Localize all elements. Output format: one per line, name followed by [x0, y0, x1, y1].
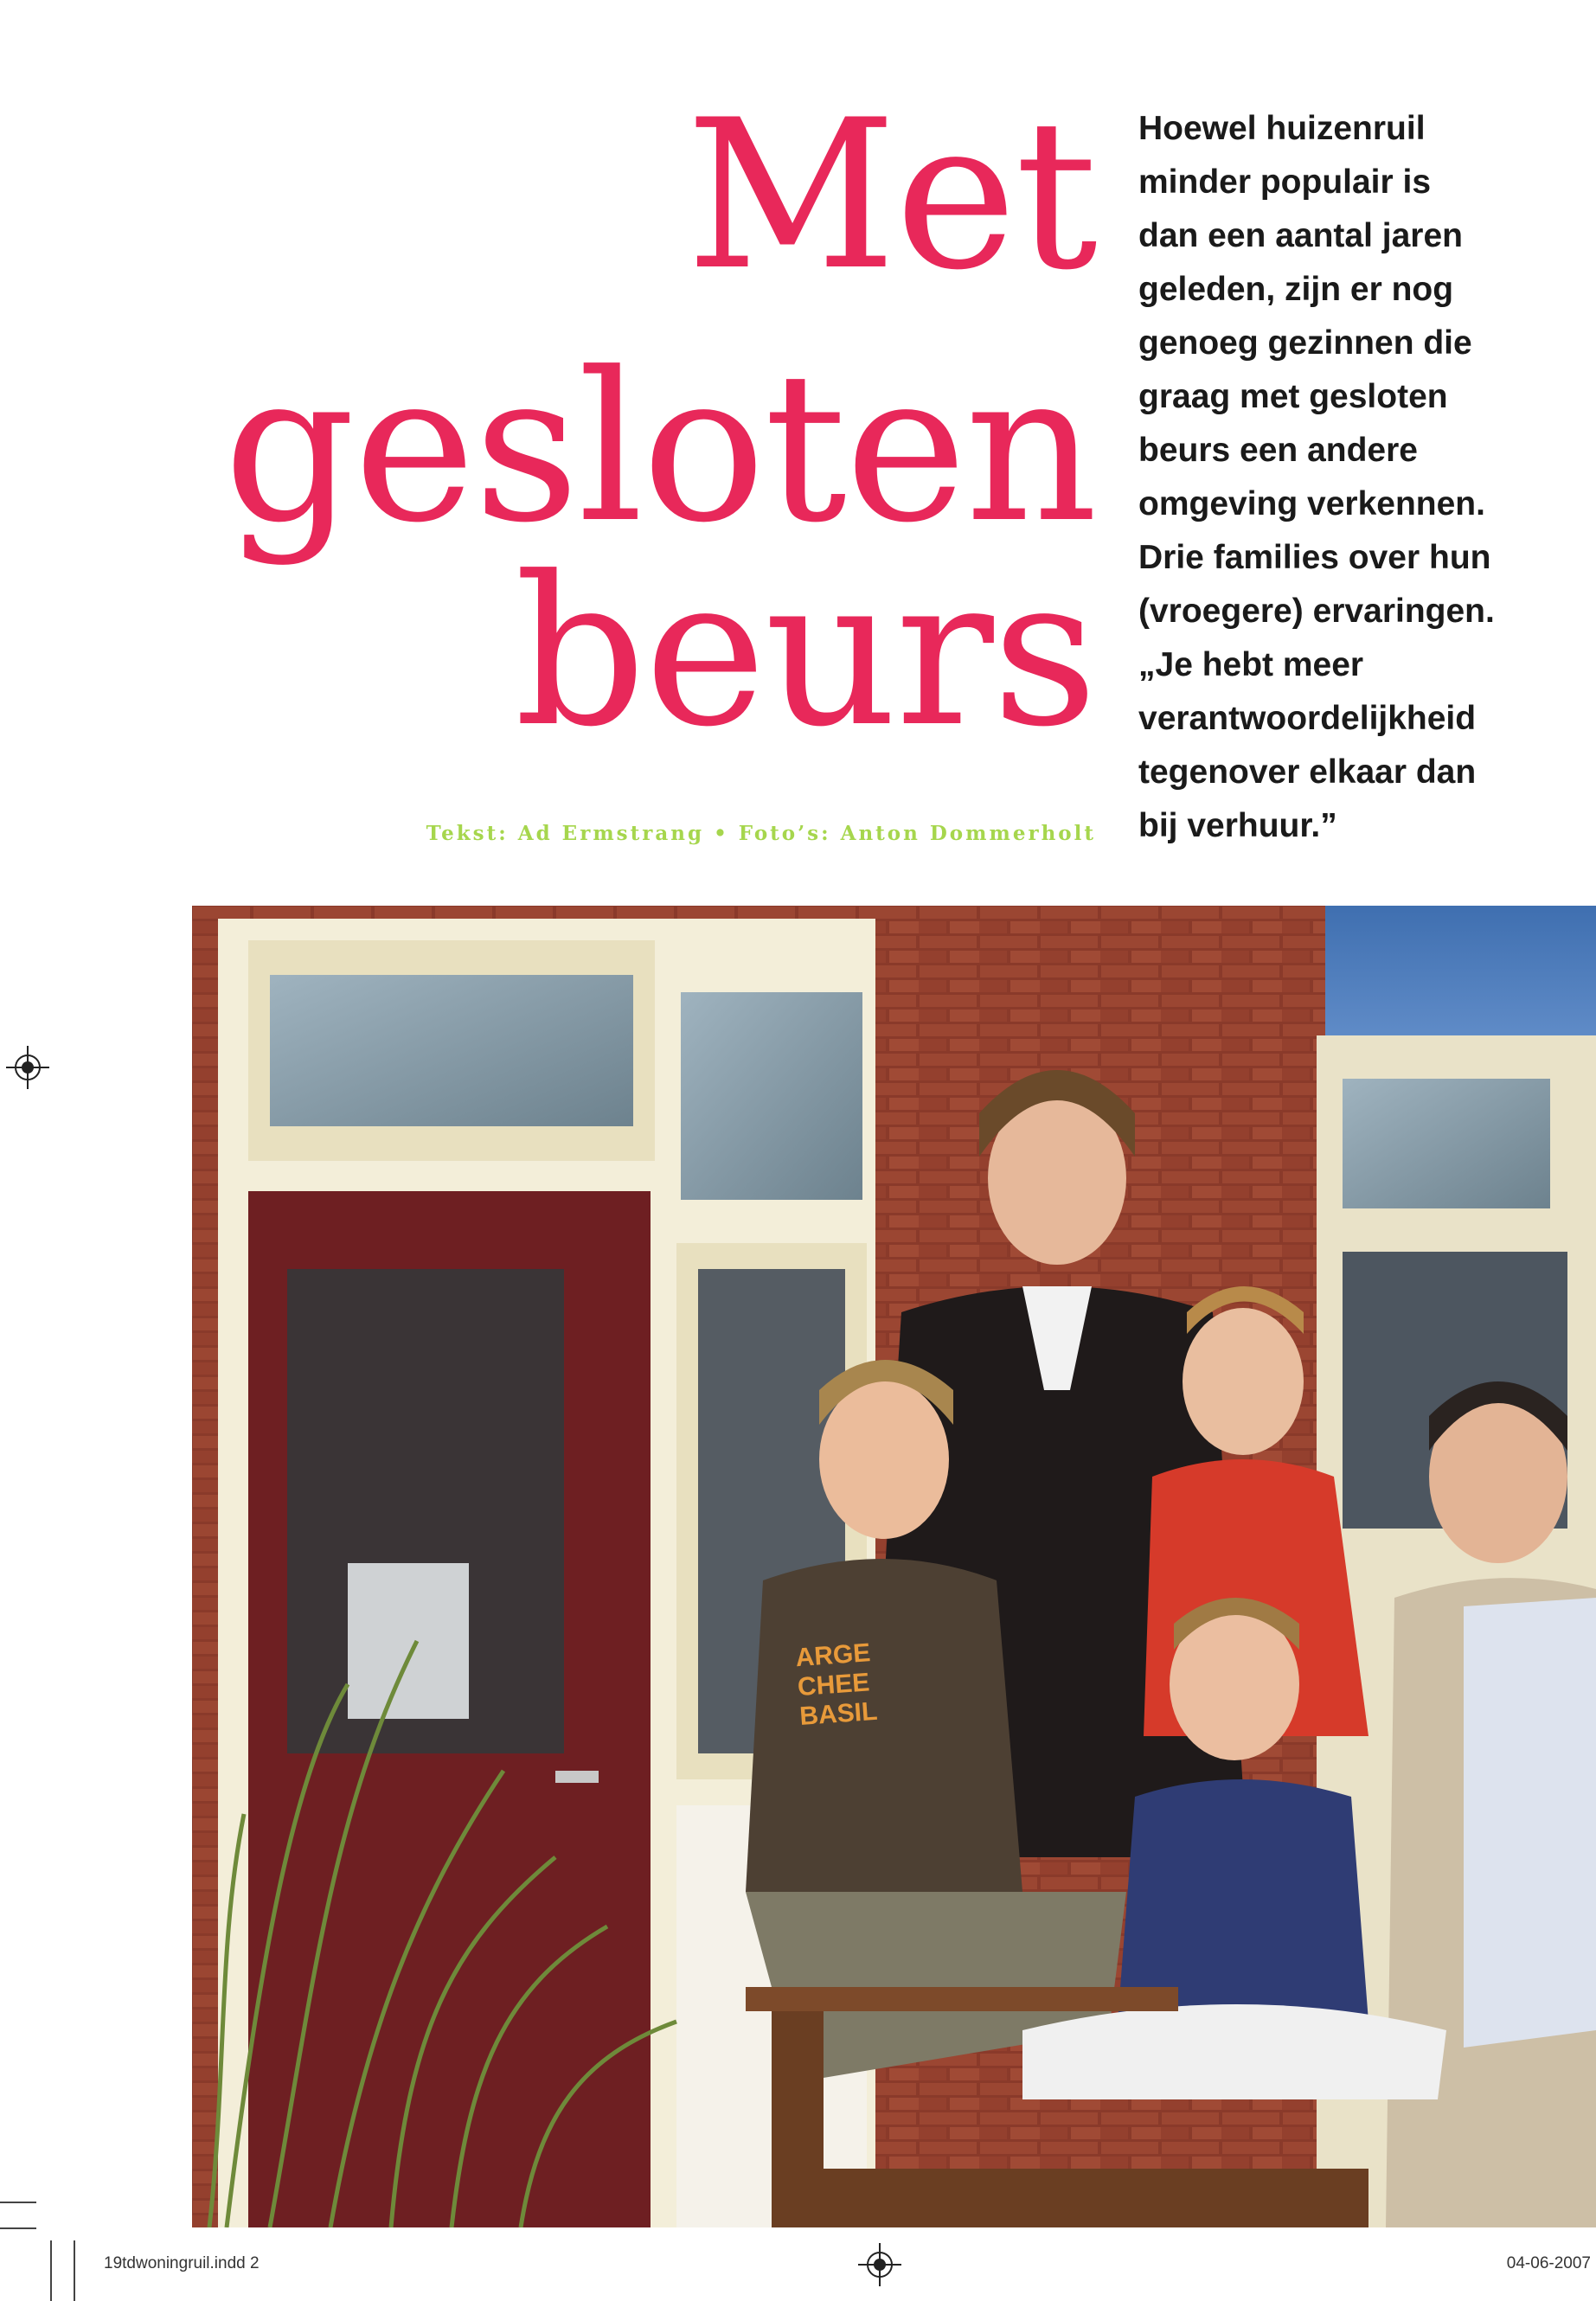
intro-line: „Je hebt meer [1138, 646, 1364, 683]
intro-line: geleden, zijn er nog [1138, 271, 1454, 308]
footer-date: 04-06-2007 [1506, 2254, 1591, 2272]
byline: Tekst: Ad Ermstrang • Foto’s: Anton Dommerholt [426, 822, 1096, 845]
title-line-3: beurs [514, 533, 1096, 772]
t-shirt-print [795, 1638, 879, 1732]
intro-paragraph [1138, 102, 1588, 853]
crop-mark [50, 2240, 52, 2301]
crop-mark [0, 2202, 36, 2203]
footer-filename: 19tdwoningruil.indd 2 [104, 2254, 260, 2272]
intro-line: omgeving verkennen. [1138, 485, 1485, 522]
intro-line: dan een aantal jaren [1138, 217, 1463, 254]
title-line-2: gesloten [223, 329, 1096, 568]
title-line-1: Met [685, 76, 1096, 316]
crop-mark [0, 2227, 36, 2229]
crop-mark [74, 2240, 75, 2301]
intro-line: tegenover elkaar dan [1138, 753, 1477, 791]
t-shirt-text: CHEE [796, 1668, 871, 1702]
t-shirt-text: ARGE [794, 1638, 872, 1673]
registration-mark-icon [15, 1054, 41, 1080]
intro-line: graag met gesloten [1138, 378, 1448, 415]
intro-line: verantwoordelijkheid [1138, 700, 1477, 737]
intro-line: (vroegere) ervaringen. [1138, 593, 1495, 630]
photo-scene [192, 906, 1596, 2227]
intro-line: minder populair is [1138, 163, 1432, 201]
intro-line: bij verhuur.” [1138, 807, 1337, 844]
intro-line: beurs een andere [1138, 432, 1418, 469]
intro-line: Drie families over hun [1138, 539, 1491, 576]
intro-line: Hoewel huizenruil [1138, 110, 1426, 147]
t-shirt-text: BASIL [798, 1696, 879, 1732]
intro-line: genoeg gezinnen die [1138, 324, 1472, 362]
family-photo [192, 906, 1596, 2227]
registration-mark-icon [867, 2252, 893, 2278]
